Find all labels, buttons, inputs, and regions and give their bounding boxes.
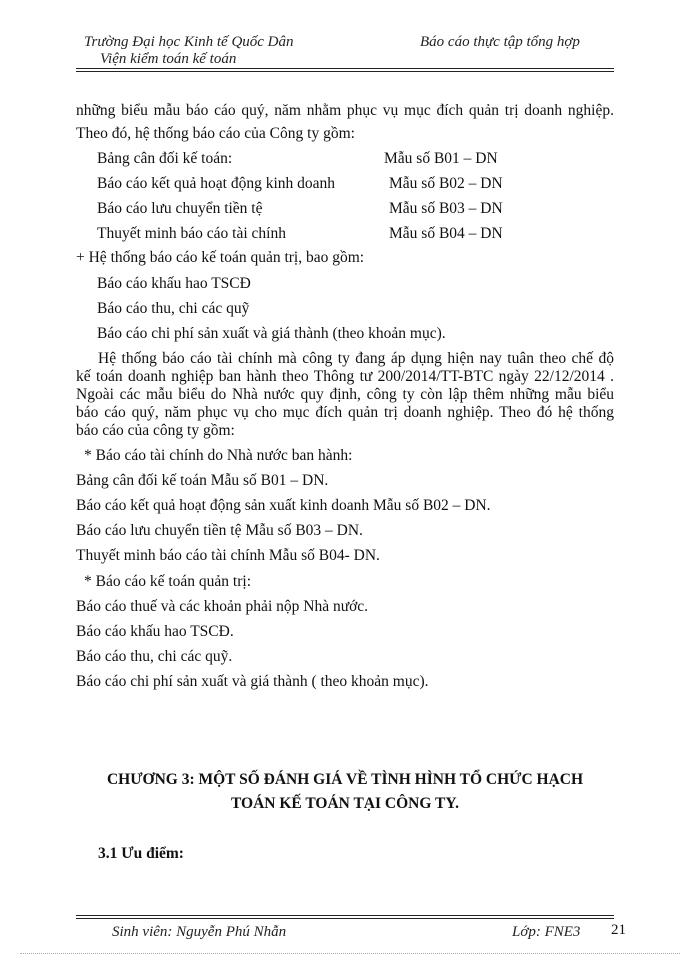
mgmt2-item-2: Báo cáo khấu hao TSCĐ. [76,623,234,640]
footer-rule-second [76,918,614,919]
page-number: 21 [611,922,626,938]
report-code-3: Mẫu số B03 – DN [389,200,503,217]
mgmt2-heading: * Báo cáo kế toán quản trị: [84,573,252,590]
mgmt2-item-4: Báo cáo chi phí sản xuất và giá thành ( theo khoản mục). [76,673,429,690]
footer-student: Sinh viên: Nguyễn Phú Nhẫn [112,924,287,940]
footer-rule [76,915,614,916]
financial-item-1: Bảng cân đối kế toán Mẫu số B01 – DN. [76,472,329,489]
footer-class: Lớp: FNE3 [512,924,581,940]
header-institute: Viện kiểm toán kế toán [100,51,237,67]
report-code-2: Mẫu số B02 – DN [389,175,503,192]
intro-line-2: Theo đó, hệ thống báo cáo của Công ty gồm: [76,125,355,142]
mgmt-item-3: Báo cáo chi phí sản xuất và giá thành (theo khoản mục). [97,325,446,342]
mgmt2-item-1: Báo cáo thuế và các khoản phải nộp Nhà nước. [76,598,369,615]
para-line-4: báo cáo quý, năm phục vụ cho mục đích quản trị doanh nghiệp. Theo đó hệ thống [76,404,614,421]
financial-heading: * Báo cáo tài chính do Nhà nước ban hành: [84,447,353,464]
mgmt2-item-3: Báo cáo thu, chi các quỹ. [76,648,233,665]
financial-item-4: Thuyết minh báo cáo tài chính Mẫu số B04- DN. [76,547,380,564]
report-name-2: Báo cáo kết quả hoạt động kinh doanh [97,175,336,192]
para-line-2: kế toán doanh nghiệp ban hành theo Thông tư 200/2014/TT-BTC ngày 22/12/2014 . [76,368,614,385]
report-name-1: Bảng cân đối kế toán: [97,150,233,167]
para-line-3: Ngoài các mẫu biểu do Nhà nước quy định, công ty còn lập thêm những mẫu biểu [76,386,614,403]
report-name-4: Thuyết minh báo cáo tài chính [97,225,286,242]
report-code-4: Mẫu số B04 – DN [389,225,503,242]
header-rule [76,68,614,69]
mgmt-item-1: Báo cáo khấu hao TSCĐ [97,275,251,292]
mgmt-item-2: Báo cáo thu, chi các quỹ [97,300,250,317]
para-line-1: Hệ thống báo cáo tài chính mà công ty đang áp dụng hiện nay tuân theo chế độ [98,350,614,367]
para-line-5: báo cáo của công ty gồm: [76,422,235,439]
page-bottom-dotted-border [20,953,680,954]
header-school: Trường Đại học Kinh tế Quốc Dân [84,34,294,50]
intro-line-1: những biểu mẫu báo cáo quý, năm nhằm phục vụ mục đích quản trị doanh nghiệp. [76,102,614,119]
chapter-title-line-2: TOÁN KẾ TOÁN TẠI CÔNG TY. [231,795,459,812]
report-name-3: Báo cáo lưu chuyển tiền tệ [97,200,263,217]
section-heading: 3.1 Ưu điểm: [98,845,184,862]
financial-item-3: Báo cáo lưu chuyển tiền tệ Mẫu số B03 – DN. [76,522,363,539]
header-report-title: Báo cáo thực tập tổng hợp [420,34,580,50]
chapter-title-line-1: CHƯƠNG 3: MỘT SỐ ĐÁNH GIÁ VỀ TÌNH HÌNH TỔ CHỨC HẠCH [106,771,584,788]
header-rule-second [76,71,614,72]
report-code-1: Mẫu số B01 – DN [384,150,498,167]
mgmt-heading: + Hệ thống báo cáo kế toán quản trị, bao gồm: [76,249,365,266]
financial-item-2: Báo cáo kết quả hoạt động sản xuất kinh doanh Mẫu số B02 – DN. [76,497,491,514]
